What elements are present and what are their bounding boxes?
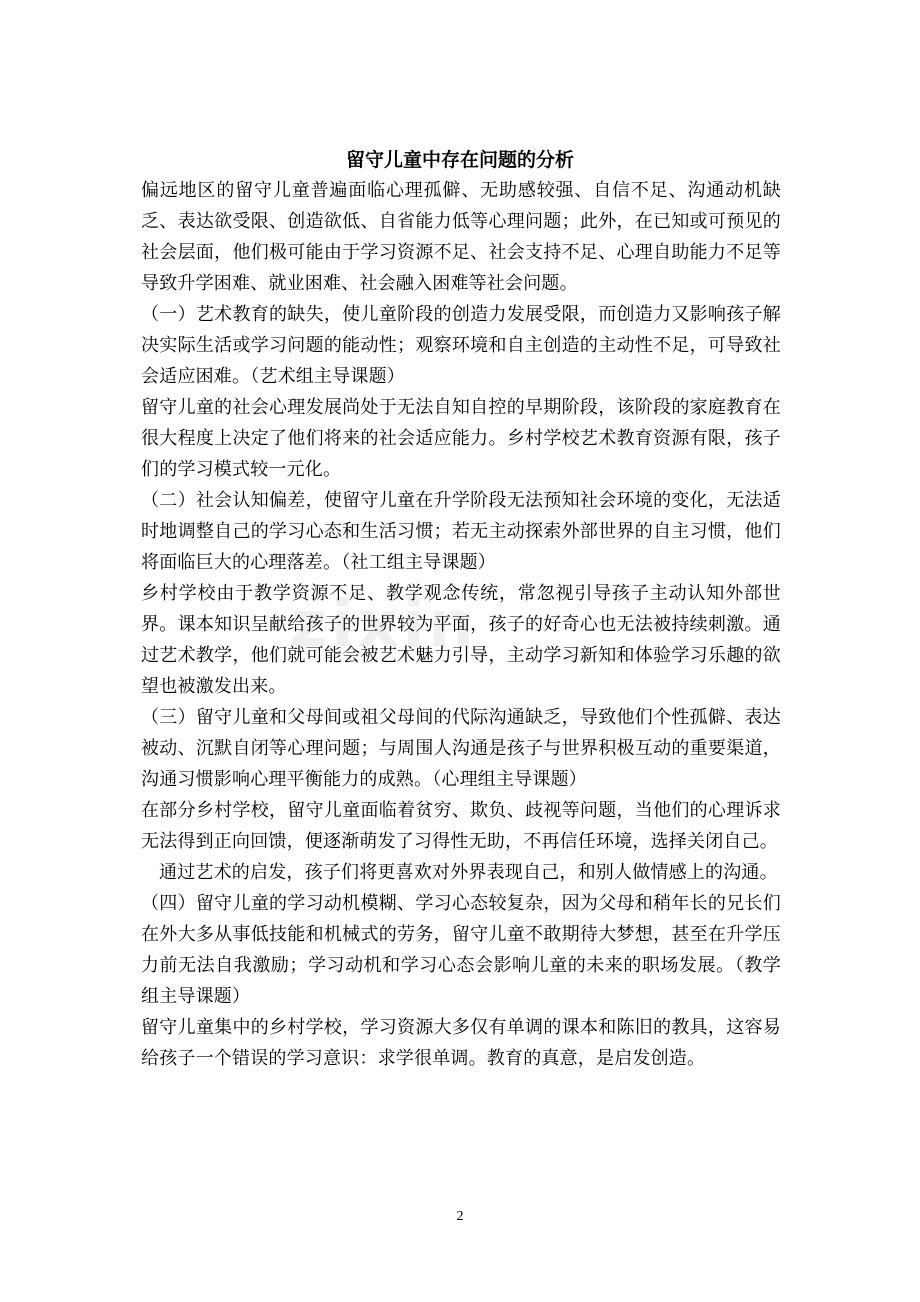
paragraph-intro: 偏远地区的留守儿童普遍面临心理孤僻、无助感较强、自信不足、沟通动机缺乏、表达欲受限、创造欲低、自省能力低等心理问题；此外，在已知或可预见的社会层面，他们极可能由于学习资源不足、社会支持不足、心理自助能力不足等导致升学困难、就业困难、社会融入困难等社会问题。: [141, 180, 781, 294]
paragraph-section-3-body: 在部分乡村学校，留守儿童面临着贫穷、欺负、歧视等问题，当他们的心理诉求无法得到正向回馈，便逐渐萌发了习得性无助，不再信任环境，选择关闭自己。: [141, 800, 781, 852]
watermark: zixin: [290, 588, 478, 662]
paragraph-section-3-body-continued: 通过艺术的启发，孩子们将更喜欢对外界表现自己，和别人做情感上的沟通。: [159, 862, 778, 883]
paragraph-section-2-heading: （二）社会认知偏差，使留守儿童在升学阶段无法预知社会环境的变化，无法适时地调整自己的学习心态和生活习惯；若无主动探索外部世界的自主习惯，他们将面临巨大的心理落差。（社工组主导课题）: [141, 490, 781, 573]
paragraph-section-3-heading: （三）留守儿童和父母间或祖父母间的代际沟通缺乏，导致他们个性孤僻、表达被动、沉默自闭等心理问题；与周围人沟通是孩子与世界积极互动的重要渠道，沟通习惯影响心理平衡能力的成熟。（心理组主导课题）: [141, 707, 781, 790]
paragraph-section-1-heading: （一）艺术教育的缺失，使儿童阶段的创造力发展受限，而创造力又影响孩子解决实际生活或学习问题的能动性；观察环境和自主创造的主动性不足，可导致社会适应困难。（艺术组主导课题）: [141, 304, 781, 387]
document-body: [141, 175, 781, 1074]
paragraph-section-2-body: 乡村学校由于教学资源不足、教学观念传统，常忽视引导孩子主动认知外部世界。课本知识呈献给孩子的世界较为平面，孩子的好奇心也无法被持续刺激。通过艺术教学，他们就可能会被艺术魅力引导，主动学习新知和体验学习乐趣的欲望也被激发出来。: [141, 583, 781, 697]
page-number: 2: [456, 1209, 464, 1224]
paragraph-section-4-body: 留守儿童集中的乡村学校，学习资源大多仅有单调的课本和陈旧的教具，这容易给孩子一个错误的学习意识：求学很单调。教育的真意，是启发创造。: [141, 1017, 781, 1069]
document-title: 留守儿童中存在问题的分析: [345, 149, 574, 171]
paragraph-section-1-body: 留守儿童的社会心理发展尚处于无法自知自控的早期阶段，该阶段的家庭教育在很大程度上决定了他们将来的社会适应能力。乡村学校艺术教育资源有限，孩子们的学习模式较一元化。: [141, 397, 781, 480]
paragraph-section-4-heading: （四）留守儿童的学习动机模糊、学习心态较复杂，因为父母和稍年长的兄长们在外大多从事低技能和机械式的劳务，留守儿童不敢期待大梦想，甚至在升学压力前无法自我激励；学习动机和学习心态会影响儿童的未来的职场发展。（教学组主导课题）: [141, 893, 781, 1007]
